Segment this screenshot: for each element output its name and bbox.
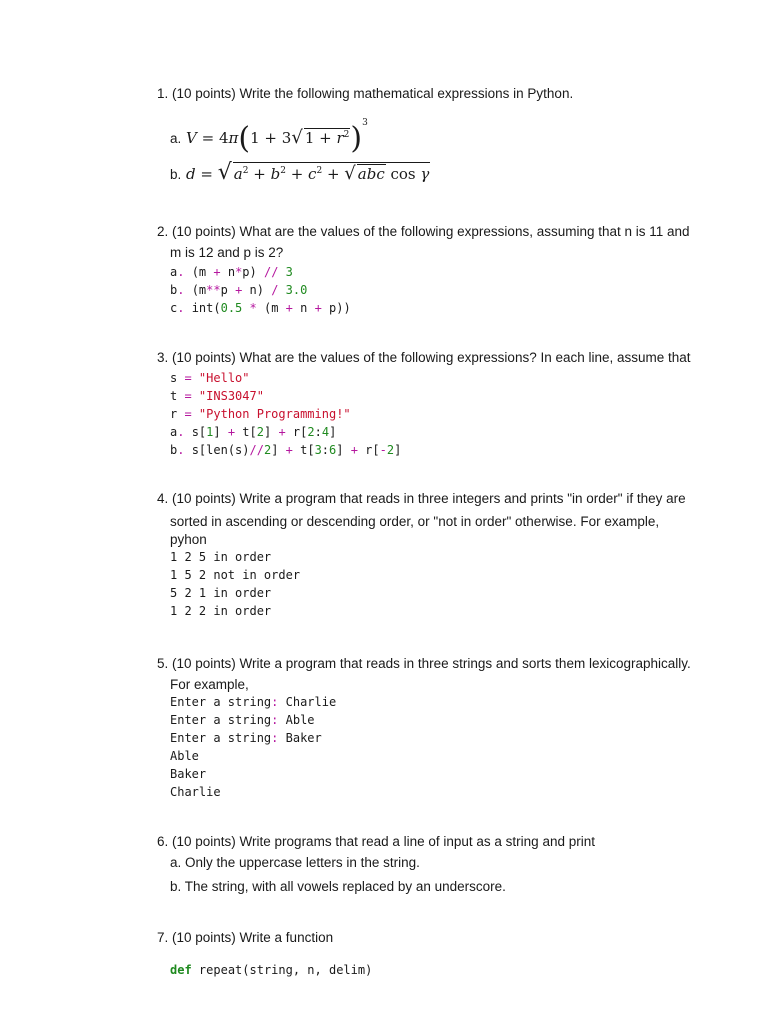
- q2-code-c: c. int(0.5 * (m + n + p)): [170, 301, 351, 315]
- q6-part-a: a. Only the uppercase letters in the string.: [170, 855, 420, 870]
- q1-formula-b: b. d = √ $a^2 + b^2 + c^2$ + √ abc cos γ: [170, 160, 430, 185]
- q3-code-r: r = "Python Programming!": [170, 407, 351, 421]
- q5-line2: For example,: [170, 677, 249, 692]
- q4-example-2: 1 5 2 not in order: [170, 568, 301, 582]
- q5-input-3: Enter a string: Baker: [170, 731, 322, 745]
- q5-input-2: Enter a string: Able: [170, 713, 315, 727]
- q3-code-b: b. s[len(s)//2] + t[3:6] + r[-2]: [170, 443, 402, 457]
- q6-line1: 6. (10 points) Write programs that read a line of input as a string and print: [157, 834, 595, 849]
- q2-line1: 2. (10 points) What are the values of the following expressions, assuming that n is 11 and: [157, 224, 690, 239]
- q6-part-b: b. The string, with all vowels replaced by an underscore.: [170, 879, 506, 894]
- q2-line2: m is 12 and p is 2?: [170, 245, 284, 260]
- q3-code-t: t = "INS3047": [170, 389, 264, 403]
- q5-input-1: Enter a string: Charlie: [170, 695, 337, 709]
- q3-code-a: a. s[1] + t[2] + r[2:4]: [170, 425, 337, 439]
- q4-example-4: 1 2 2 in order: [170, 604, 272, 618]
- q5-output-1: Able: [170, 749, 199, 763]
- q1-formula-a: a. V = 4π(1 + 3√ $1 + r^2)^3$: [170, 118, 368, 156]
- q5-line1: 5. (10 points) Write a program that reads in three strings and sorts them lexicographically.: [157, 656, 691, 671]
- q4-example-1: 1 2 5 in order: [170, 550, 272, 564]
- q5-output-3: Charlie: [170, 785, 221, 799]
- q4-line1: 4. (10 points) Write a program that reads in three integers and prints "in order" if they are: [157, 491, 686, 506]
- q7-line1: 7. (10 points) Write a function: [157, 930, 334, 945]
- q4-line3: pyhon: [170, 532, 207, 547]
- q3-line1: 3. (10 points) What are the values of the following expressions? In each line, assume that: [157, 350, 691, 365]
- q7-code-def: def repeat(string, n, delim): [170, 963, 373, 977]
- q3-code-s: s = "Hello": [170, 371, 250, 385]
- q4-line2: sorted in ascending or descending order, or "not in order" otherwise. For example,: [170, 514, 660, 529]
- q5-output-2: Baker: [170, 767, 207, 781]
- q1-text: 1. (10 points) Write the following mathematical expressions in Python.: [157, 86, 574, 101]
- q2-code-a: a. (m + n*p) // 3: [170, 265, 293, 279]
- q2-code-b: b. (m**p + n) / 3.0: [170, 283, 308, 297]
- q4-example-3: 5 2 1 in order: [170, 586, 272, 600]
